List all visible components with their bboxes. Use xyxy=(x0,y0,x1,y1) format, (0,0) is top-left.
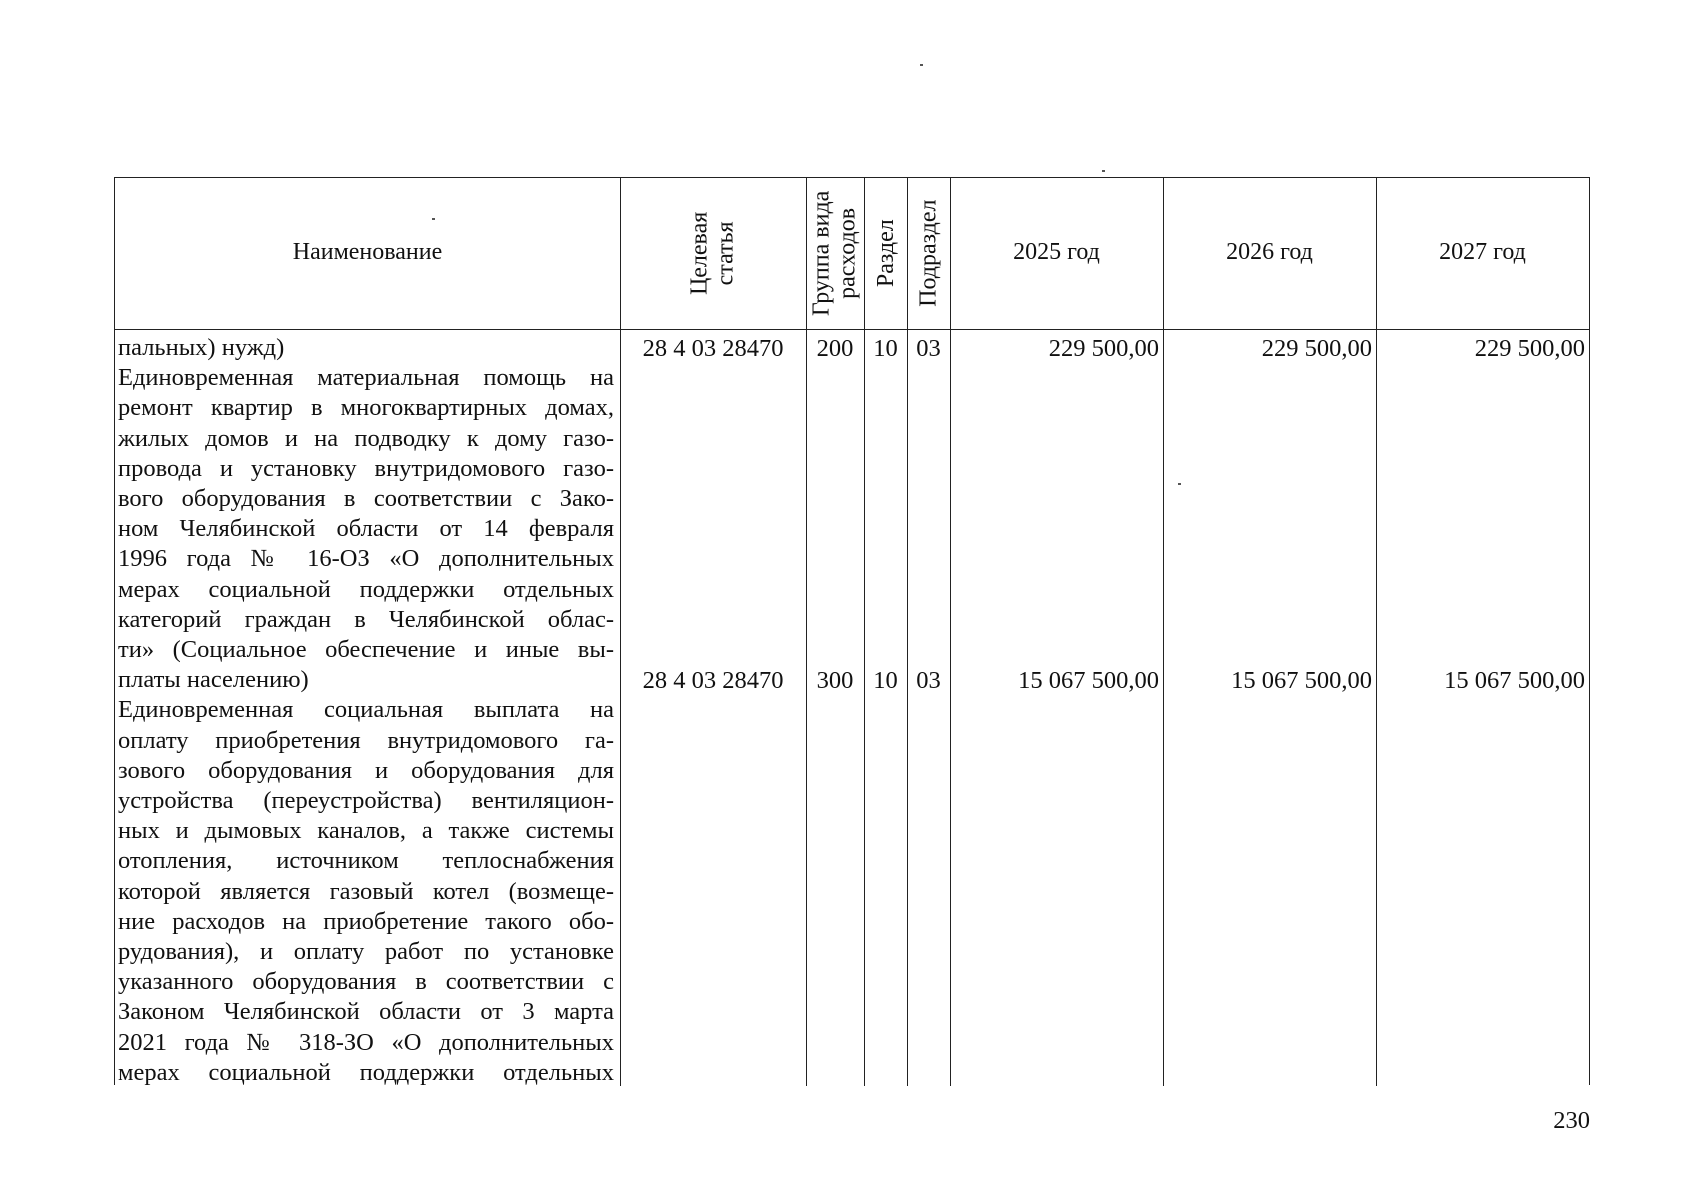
scan-speck xyxy=(1102,170,1105,172)
header-expense-group-line1: Группа вида xyxy=(808,190,835,316)
header-target-article-line1: Целевая xyxy=(686,211,713,295)
row1-year-2026: 229 500,00 xyxy=(1261,335,1372,362)
scan-speck xyxy=(432,218,435,220)
header-year-2027-label: 2027 год xyxy=(1439,239,1526,266)
description-line: Единовременная материальная помощь на xyxy=(118,364,614,392)
header-section-label: Раздел xyxy=(872,219,899,287)
table-header-row xyxy=(115,178,1589,330)
header-subsection xyxy=(907,178,950,328)
description-line: 1996 года № 16-ОЗ «О дополнительных xyxy=(118,545,614,573)
row1-subsection: 03 xyxy=(916,335,941,362)
row1-year-2025: 229 500,00 xyxy=(1048,335,1159,362)
page-number: 230 xyxy=(1553,1107,1590,1134)
budget-table xyxy=(114,177,1590,1085)
header-year-2025-label: 2025 год xyxy=(1013,239,1100,266)
description-line: оплату приобретения внутридомового га- xyxy=(118,726,614,754)
row1-expense-group: 200 xyxy=(816,335,854,362)
description-line: рудования), и оплату работ по установке xyxy=(118,938,614,966)
description-line: категорий граждан в Челябинской облас- xyxy=(118,605,614,633)
row2-year-2025: 15 067 500,00 xyxy=(1018,667,1159,694)
row2-year-2026: 15 067 500,00 xyxy=(1231,667,1372,694)
description-line: жилых домов и на подводку к дому газо- xyxy=(118,424,614,452)
header-target-article xyxy=(620,178,806,328)
header-name xyxy=(115,178,620,328)
header-year-2026 xyxy=(1163,178,1376,328)
row2-expense-group: 300 xyxy=(816,667,854,694)
header-section xyxy=(864,178,907,328)
row1-target-article: 28 4 03 28470 xyxy=(642,335,784,362)
header-expense-group xyxy=(806,178,864,328)
description-line: провода и установку внутридомового газо- xyxy=(118,454,614,482)
description-line: ти» (Социальное обеспечение и иные вы- xyxy=(118,636,614,664)
header-expense-group-line2: расходов xyxy=(835,207,861,299)
scan-speck xyxy=(920,64,923,66)
row1-year-2027: 229 500,00 xyxy=(1474,335,1585,362)
header-year-2027 xyxy=(1376,178,1589,328)
description-line: платы населению) xyxy=(118,666,309,694)
row1-section: 10 xyxy=(873,335,898,362)
row2-target-article: 28 4 03 28470 xyxy=(642,667,784,694)
description-line: мерах социальной поддержки отдельных xyxy=(118,575,614,603)
description-line: Законом Челябинской области от 3 марта xyxy=(118,998,614,1026)
description-line: вого оборудования в соответствии с Зако- xyxy=(118,485,614,513)
description-line: Единовременная социальная выплата на xyxy=(118,696,614,724)
header-target-article-line2: статья xyxy=(712,221,739,285)
description-line: которой является газовый котел (возмеще- xyxy=(118,877,614,905)
row2-year-2027: 15 067 500,00 xyxy=(1444,667,1585,694)
row2-subsection: 03 xyxy=(916,667,941,694)
description-line: устройства (переустройства) вентиляцион- xyxy=(118,787,614,815)
description-column xyxy=(118,333,614,1088)
header-year-2026-label: 2026 год xyxy=(1226,239,1313,266)
description-line: отопления, источником теплоснабжения xyxy=(118,847,614,875)
description-line: указанного оборудования в соответствии с xyxy=(118,968,614,996)
header-year-2025 xyxy=(950,178,1163,328)
description-line: ние расходов на приобретение такого обо- xyxy=(118,907,614,935)
header-subsection-label: Подраздел xyxy=(915,199,942,307)
description-line: ном Челябинской области от 14 февраля xyxy=(118,515,614,543)
description-line: ных и дымовых каналов, а также системы xyxy=(118,817,614,845)
description-line: ремонт квартир в многоквартирных домах, xyxy=(118,394,614,422)
description-line: зового оборудования и оборудования для xyxy=(118,756,614,784)
row2-section: 10 xyxy=(873,667,898,694)
header-name-label: Наименование xyxy=(292,239,443,266)
scan-speck xyxy=(1178,483,1181,485)
description-line: 2021 года № 318-ЗО «О дополнительных xyxy=(118,1028,614,1056)
description-line: мерах социальной поддержки отдельных xyxy=(118,1058,614,1086)
description-line: пальных) нужд) xyxy=(118,334,285,361)
